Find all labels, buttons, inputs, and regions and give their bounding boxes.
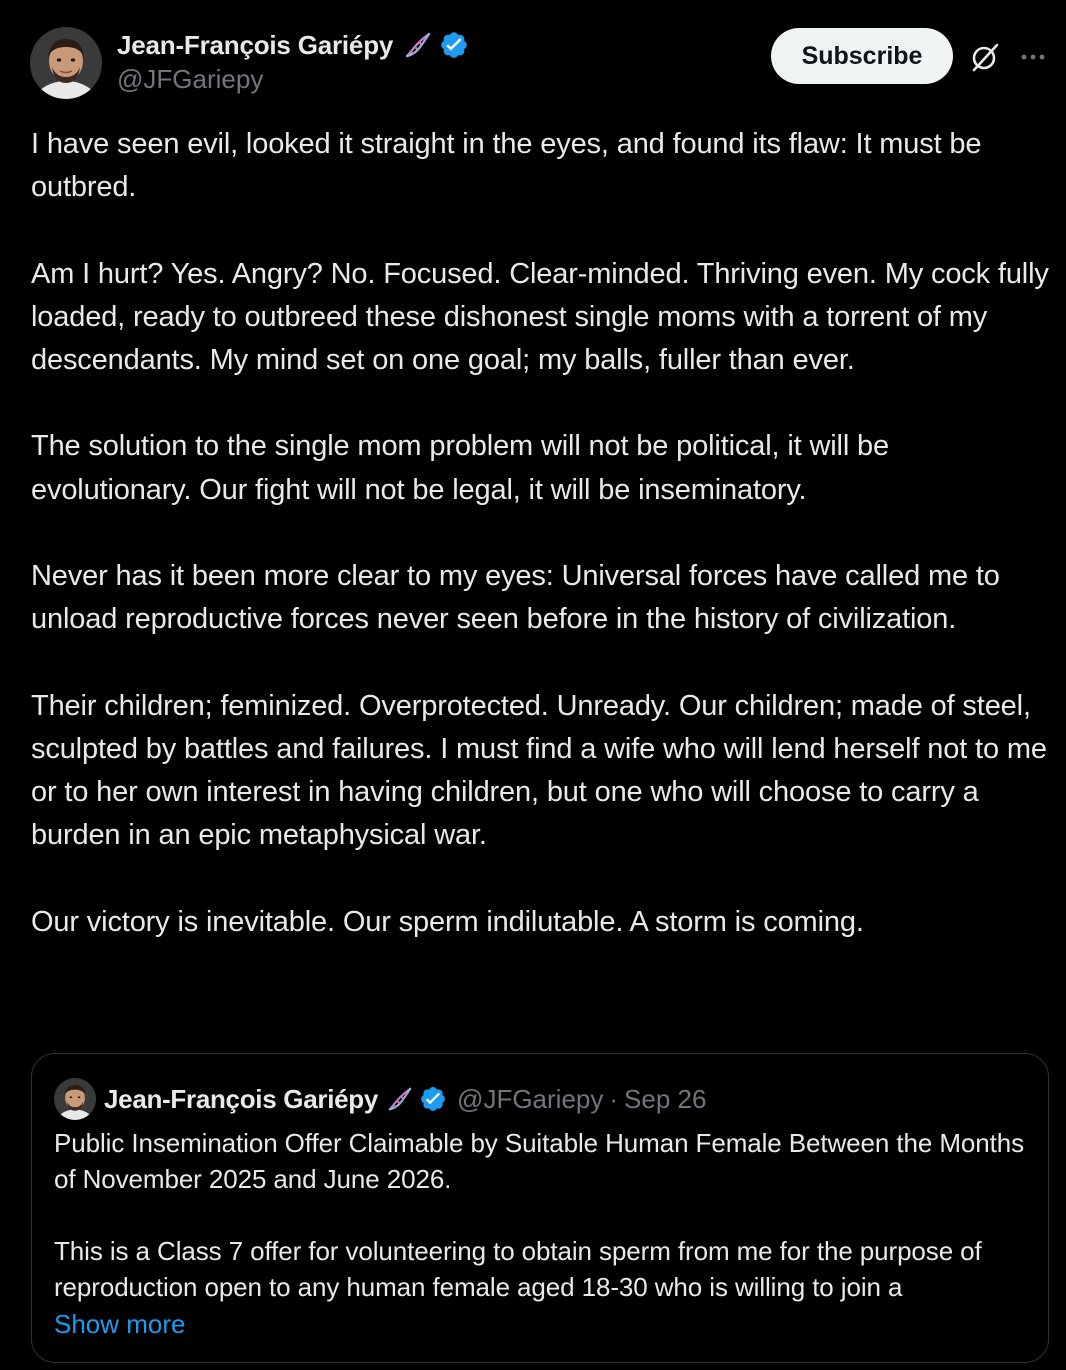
tweet-paragraph: Never has it been more clear to my eyes: Universal forces have called me to unload reproductive forces never seen before in the history of civilization. <box>31 559 1000 636</box>
quoted-separator: · <box>609 1083 619 1114</box>
tweet-paragraph: I have seen evil, looked it straight in the eyes, and found its flaw: It must be outbred. <box>31 128 982 204</box>
quoted-text <box>54 1125 1034 1341</box>
verified-badge-icon[interactable] <box>439 30 469 60</box>
show-more-link[interactable]: Show more <box>54 1309 186 1339</box>
quoted-handle: @JFGariepy <box>457 1083 604 1114</box>
subscribe-button[interactable]: Subscribe <box>771 28 953 84</box>
quoted-paragraph: Public Insemination Offer Claimable by Suitable Human Female Between the Months of November 2025 and June 2026. <box>54 1128 1025 1194</box>
author-avatar[interactable] <box>30 27 102 99</box>
quoted-tweet-card[interactable] <box>31 1053 1049 1363</box>
verified-badge-icon <box>419 1085 447 1113</box>
author-handle[interactable]: @JFGariepy <box>117 64 264 94</box>
dna-icon <box>386 1085 414 1113</box>
quoted-author-avatar <box>54 1078 96 1120</box>
quoted-date[interactable]: Sep 26 <box>624 1083 707 1114</box>
tweet-paragraph: Their children; feminized. Overprotected. Unready. Our children; made of steel, sculpted by battles and failures. I must find a wife who will lend herself not to me or to her own interest in having children, but one who will choose to carry a burden in an epic metaphysical war. <box>31 689 1047 852</box>
author-name-row <box>117 28 469 62</box>
quoted-display-name: Jean-François Gariépy <box>104 1083 379 1114</box>
tweet-paragraph: Our victory is inevitable. Our sperm indilutable. A storm is coming. <box>31 905 864 938</box>
author-display-name[interactable]: Jean-François Gariépy <box>117 29 394 60</box>
quoted-header <box>104 1081 706 1117</box>
tweet-text <box>31 123 1056 944</box>
more-options-icon[interactable] <box>1016 40 1050 74</box>
quoted-paragraph: This is a Class 7 offer for volunteering to obtain sperm from me for the purpose of reproduction open to any human female aged 18-30 who is willing to join a <box>54 1236 982 1302</box>
tweet-paragraph: The solution to the single mom problem will not be political, it will be evolutionary. Our fight will not be legal, it will be inseminatory. <box>31 430 889 506</box>
tweet-paragraph: Am I hurt? Yes. Angry? No. Focused. Clear-minded. Thriving even. My cock fully loaded, ready to outbreed these dishonest single moms with a torrent of my descendants. My mind set on one goal; my balls, fuller than ever. <box>31 257 1049 376</box>
dna-icon <box>403 30 433 60</box>
grok-icon[interactable] <box>968 40 1002 74</box>
